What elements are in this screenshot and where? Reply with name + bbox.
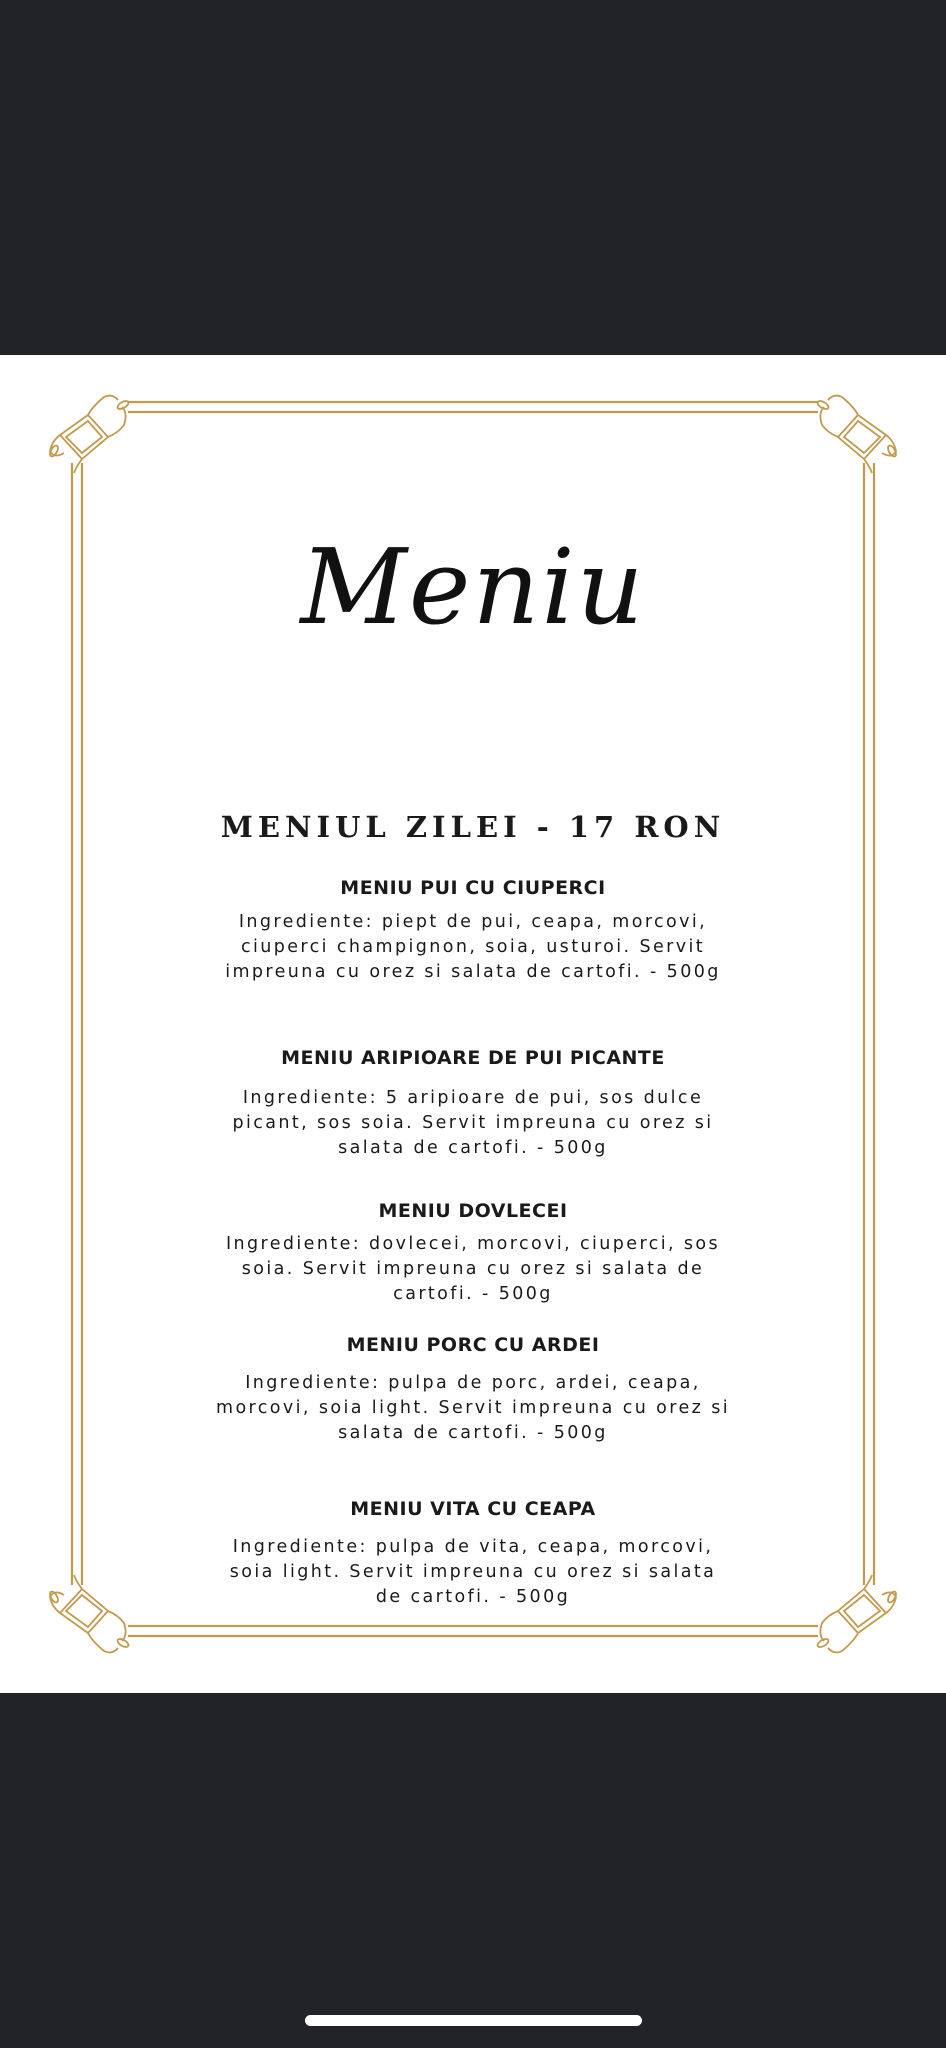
menu-item-description: Ingrediente: pulpa de vita, ceapa, morcovi, soia light. Servit impreuna cu orez si salata de cartofi. - 500g — [229, 1537, 717, 1607]
menu-item-name: MENIU ARIPIOARE DE PUI PICANTE — [281, 1047, 665, 1069]
section-heading: MENIUL ZILEI - 17 RON — [220, 810, 726, 844]
menu-item-name: MENIU PUI CU CIUPERCI — [340, 877, 606, 899]
menu-item — [0, 1200, 946, 1307]
corner-ornament-top-right — [816, 396, 897, 473]
menu-item-name: MENIU VITA CU CEAPA — [350, 1498, 596, 1520]
menu-item — [0, 1498, 946, 1610]
menu-item — [0, 1334, 946, 1446]
menu-item — [0, 877, 946, 985]
menu-title: Meniu — [300, 526, 646, 648]
corner-ornament-top-left — [48, 396, 129, 473]
menu-item-description: Ingrediente: 5 aripioare de pui, sos dulce picant, sos soia. Servit impreuna cu orez si salata de cartofi. - 500g — [232, 1088, 714, 1158]
menu-item-description: Ingrediente: dovlecei, morcovi, ciuperci, sos soia. Servit impreuna cu orez si salata de cartofi. - 500g — [225, 1234, 721, 1304]
menu-item-name: MENIU DOVLECEI — [378, 1200, 568, 1222]
menu-item-description: Ingrediente: pulpa de porc, ardei, ceapa, morcovi, soia light. Servit impreuna cu orez si salata de cartofi. - 500g — [216, 1373, 730, 1443]
menu-image — [0, 355, 946, 1693]
home-indicator[interactable] — [305, 2015, 642, 2026]
menu-item — [0, 1047, 946, 1161]
menu-item-name: MENIU PORC CU ARDEI — [346, 1334, 600, 1356]
menu-item-description: Ingrediente: piept de pui, ceapa, morcovi, ciuperci champignon, soia, usturoi. Servit impreuna cu orez si salata de cartofi. - 500g — [225, 912, 721, 982]
